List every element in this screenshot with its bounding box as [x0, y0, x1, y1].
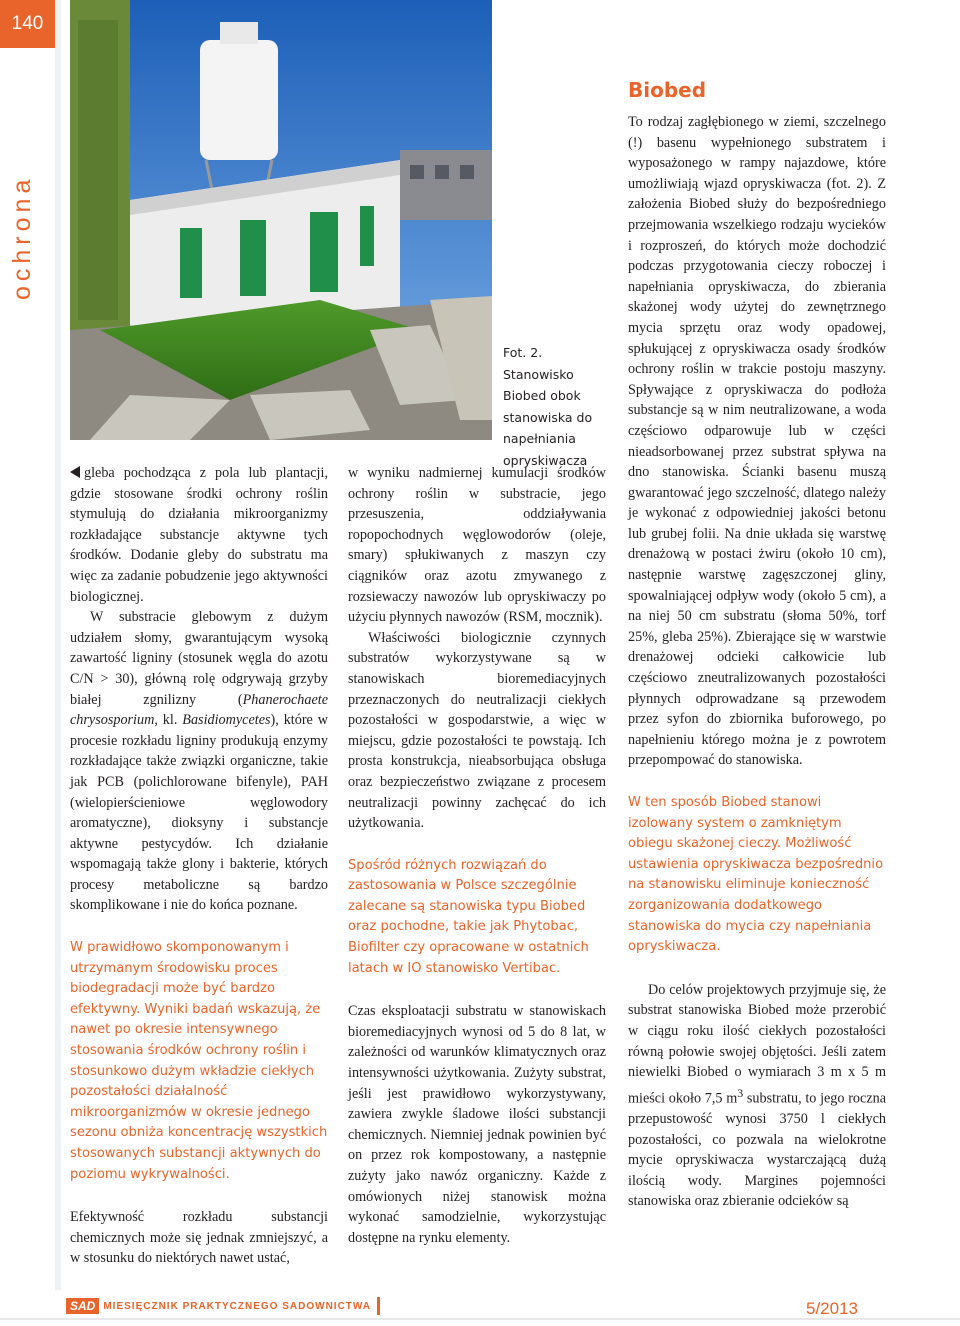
- magazine-name: MIESIĘCZNIK PRAKTYCZNEGO SADOWNICTWA: [103, 1300, 372, 1312]
- footer-divider: [377, 1297, 380, 1315]
- paragraph: W substracie glebowym z dużym udziałem słomy, gwarantującym wysoką zawartość ligniny (stosunek węgla do azotu C/N > 30), główną rolę odgrywają grzyby białej zgnilizny (Phanerochaete chrysosporium, kl. Basidiomycetes), które w procesie rozkładu ligniny produkują enzymy rozkładające także związki organiczne, takie jak PCB (polichlorowane bifenyle), PAH (wielopierścieniowe węglowodory aromatyczne), dioksyny i substancje aktywne pestycydów. Ich działanie wspomagają także glony i bakterie, których procesy metaboliczne są bardzo skomplikowane i nie do końca poznane.: [70, 609, 328, 914]
- paragraph: Właściwości biologicznie czynnych substratów wykorzystywane są w stanowiskach bioremediacyjnych przeznaczonych do neutralizacji ciekłych pozostałości w gospodarstwie, a więc w miejscu, gdzie pozostałości te powstają. Ich prosta konstrukcja, nieabsorbująca obsługa oraz bezpieczeństwo związane z procesem neutralizacji powinny zachęcać do ich użytkowania.: [348, 629, 606, 832]
- paragraph: Czas eksploatacji substratu w stanowiskach bioremediacyjnych wynosi od 5 do 8 lat, w zależności od warunków klimatycznych oraz intensywności użytkowania. Zużyty substrat, jeśli jest prawidłowo wykorzystywany, zawiera zwykle śladowe ilości substancji chemicznych. Niemniej jednak powinien być on przez rok kompostowany, a następnie zużyty jako nawóz organiczny. Każde z omówionych niżej stanowisk można wykonać samodzielnie, wykorzystując dostępne na rynku elementy.: [348, 1003, 606, 1246]
- page-number: 140: [0, 0, 55, 48]
- paragraph: Efektywność rozkładu substancji chemicznych może się jednak zmniejszyć, a w stosunku do niektórych nawet ustać,: [70, 1209, 328, 1267]
- paragraph: To rodzaj zagłębionego w ziemi, szczelnego (!) basenu wypełnionego substratem i wyposażonego w rampy najazdowe, które umożliwiają wjazd opryskiwacza (fot. 2). Z założenia Biobed służy do bezpośredniego przejmowania wszelkiego rodzaju wycieków i rozproszeń, do których może dochodzić podczas przygotowania cieczy roboczej i napełniania opryskiwacza, do zbierania skażonej wody użytej do zewnętrznego mycia sprzętu oraz wody opadowej, spłukującej z opryskiwacza osady środków ochrony roślin w trakcie postoju maszyny. Spływające z opryskiwacza do podłoża substancje są w nim neutralizowane, a woda częściowo odparowuje lub w części nieadsorbowanej przez substrat spływa na dno stanowiska. Ścianki basenu muszą gwarantować jego szczelność, dlatego należy je wykonać z odpowiedniej jakości betonu lub grubej folii. Na dnie układa się warstwę drenażową w postaci żwiru (około 10 cm), następnie warstwę zagęszczonej gliny, spowalniającej odpływ wody (około 5 cm), a na niej 50 cm substratu (słoma 50%, torf 25%, gleba 25%). Zbierające się w warstwie drenażowej odcieki całkowicie lub częściowo zneutralizowanych pozostałości płynnych odprowadzane są przewodem przez syfon do zbiornika buforowego, po napełnieniu którego można je z powrotem przepompować do stanowiska.: [628, 114, 886, 769]
- left-column: [70, 463, 328, 1269]
- highlight-paragraph: Spośród różnych rozwiązań do zastosowania w Polsce szczególnie zalecane są stanowiska typu Biobed oraz pochodne, takie jak Phytobac, Biofilter czy opracowane w ostatnich latach w IO stanowisko Vertibac.: [348, 857, 589, 976]
- highlight-paragraph: W prawidłowo skomponowanym i utrzymanym środowisku proces biodegradacji może być bardzo efektywny. Wyniki badań wskazują, że nawet po okresie intensywnego stosowania środków ochrony roślin i stosunkowo dużym wkładzie ciekłych pozostałości działalność mikroorganizmów w okresie jednego sezonu obniża koncentrację wszystkich stosowanych substancji aktywnych do poziomu wykrywalności.: [70, 940, 328, 1182]
- issue-number: 5/2013: [806, 1299, 858, 1318]
- photo-caption: Fot. 2. Stanowisko Biobed obok stanowiska do napełniania opryskiwacza: [503, 345, 593, 468]
- side-rule: [55, 0, 61, 1290]
- right-column: [628, 112, 886, 1212]
- photo-biobed: [70, 0, 492, 440]
- paragraph: Do celów projektowych przyjmuje się, że substrat stanowiska Biobed może przerobić w ciągu roku ilość ciekłych pozostałości równą połowie swojej objętości. Jeśli zatem niewielki Biobed o wymiarach 3 m x 5 m mieści około 7,5 $m^3$ substratu, to jego roczna przepustowość wynosi 3750 l ciekłych pozostałości, co pozwala na wielokrotne mycie opryskiwacza wystarczającą dużą ilością wody. Margines pojemności stanowiska oraz zbieranie odcieków są: [628, 981, 887, 1210]
- paragraph: w wyniku nadmiernej kumulacji środków ochrony roślin w substracie, jego przesuszenia, oddziaływania ropopochodnych węglowodorów (oleje, smary) spłukiwanych z maszyn czy ciągników oraz azotu zmywanego z rozsiewaczy nawozów lub opryskiwaczy po użyciu płynnych nawozów (RSM, mocznik).: [348, 465, 606, 626]
- section-label: ochrona: [8, 174, 36, 300]
- highlight-paragraph: W ten sposób Biobed stanowi izolowany system o zamkniętym obiegu skażonej cieczy. Możliwość ustawienia opryskiwacza bezpośrednio na stanowisku eliminuje konieczność zorganizowania dodatkowego stanowiska do mycia czy napełniania opryskiwacza.: [628, 795, 884, 955]
- footer: [66, 1297, 380, 1315]
- paragraph: gleba pochodząca z pola lub plantacji, gdzie stosowane środki ochrony roślin stymulują do działania mikroorganizmy rozkładające substancje aktywne tych środków. Dodanie gleby do substratu ma więc za zadanie pobudzenie jego aktywności biologicznej.: [70, 465, 328, 605]
- triangle-marker-icon: [70, 466, 80, 478]
- middle-column: [348, 463, 606, 1248]
- magazine-logo: SAD: [66, 1298, 99, 1314]
- section-heading: Biobed: [628, 78, 707, 102]
- bottom-rule: [0, 1318, 960, 1320]
